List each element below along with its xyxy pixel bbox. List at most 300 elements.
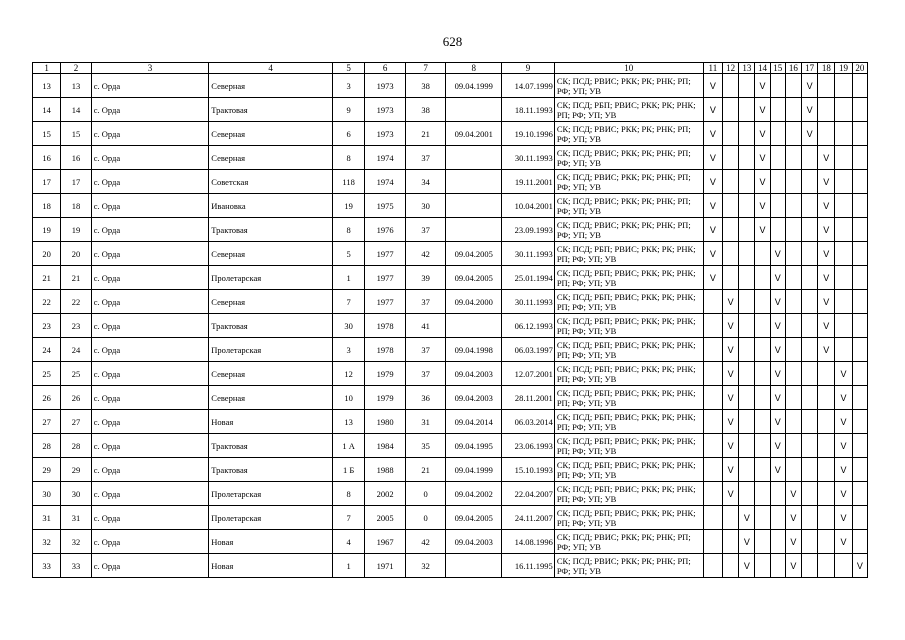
wear-cell: 21 (405, 122, 446, 146)
wear-cell: 31 (405, 410, 446, 434)
flag-cell-col-14 (755, 410, 770, 434)
flag-cell-col-19 (835, 146, 852, 170)
flag-cell-col-12: V (723, 434, 739, 458)
codes-cell: СК; ПСД; РБП; РВИС; РКК; РК; РНК; РП; РФ; УП; УВ (554, 242, 703, 266)
wear-cell: 38 (405, 74, 446, 98)
date-b-cell: 10.04.2001 (502, 194, 555, 218)
date-a-cell (446, 146, 502, 170)
street-cell: Северная (209, 386, 333, 410)
column-header-16: 16 (785, 63, 801, 74)
flag-cell-col-16 (785, 74, 801, 98)
flag-cell-col-15: V (770, 410, 785, 434)
flag-cell-col-17 (802, 170, 818, 194)
flag-cell-col-19 (835, 170, 852, 194)
flag-cell-col-16: V (785, 530, 801, 554)
year-cell: 1974 (365, 146, 406, 170)
flag-cell-col-20 (852, 74, 867, 98)
flag-cell-col-19 (835, 122, 852, 146)
wear-cell: 37 (405, 362, 446, 386)
flag-cell-col-19 (835, 554, 852, 578)
flag-cell-col-20 (852, 218, 867, 242)
object-number-cell: 20 (61, 242, 91, 266)
flag-cell-col-16 (785, 434, 801, 458)
flag-cell-col-17 (802, 410, 818, 434)
table-body (33, 74, 868, 578)
flag-cell-col-15: V (770, 314, 785, 338)
flag-cell-col-15: V (770, 386, 785, 410)
flag-cell-col-15 (770, 218, 785, 242)
date-b-cell: 24.11.2007 (502, 506, 555, 530)
year-cell: 1967 (365, 530, 406, 554)
flag-cell-col-14: V (755, 122, 770, 146)
house-number-cell: 19 (332, 194, 364, 218)
row-number-cell: 13 (33, 74, 61, 98)
codes-cell: СК; ПСД; РВИС; РКК; РК; РНК; РП; РФ; УП; УВ (554, 146, 703, 170)
table-row (33, 218, 868, 242)
flag-cell-col-12 (723, 242, 739, 266)
row-number-cell: 19 (33, 218, 61, 242)
date-a-cell (446, 314, 502, 338)
flag-cell-col-16 (785, 218, 801, 242)
row-number-cell: 31 (33, 506, 61, 530)
flag-cell-col-17 (802, 218, 818, 242)
flag-cell-col-20 (852, 98, 867, 122)
flag-cell-col-15 (770, 530, 785, 554)
object-number-cell: 16 (61, 146, 91, 170)
wear-cell: 37 (405, 290, 446, 314)
house-number-cell: 3 (332, 338, 364, 362)
flag-cell-col-16: V (785, 506, 801, 530)
street-cell: Северная (209, 362, 333, 386)
flag-cell-col-15: V (770, 362, 785, 386)
flag-cell-col-17 (802, 194, 818, 218)
settlement-cell: с. Орда (91, 218, 209, 242)
street-cell: Северная (209, 122, 333, 146)
object-number-cell: 30 (61, 482, 91, 506)
flag-cell-col-18 (818, 362, 835, 386)
flag-cell-col-14: V (755, 74, 770, 98)
flag-cell-col-13 (739, 266, 755, 290)
flag-cell-col-11: V (703, 242, 722, 266)
row-number-cell: 17 (33, 170, 61, 194)
flag-cell-col-19: V (835, 434, 852, 458)
flag-cell-col-16 (785, 338, 801, 362)
flag-cell-col-16 (785, 314, 801, 338)
flag-cell-col-12 (723, 266, 739, 290)
house-number-cell: 118 (332, 170, 364, 194)
column-header-14: 14 (755, 63, 770, 74)
house-number-cell: 10 (332, 386, 364, 410)
flag-cell-col-12 (723, 146, 739, 170)
house-number-cell: 8 (332, 146, 364, 170)
settlement-cell: с. Орда (91, 146, 209, 170)
flag-cell-col-19 (835, 98, 852, 122)
column-header-12: 12 (723, 63, 739, 74)
flag-cell-col-18 (818, 530, 835, 554)
flag-cell-col-11: V (703, 194, 722, 218)
flag-cell-col-19: V (835, 410, 852, 434)
date-a-cell: 09.04.2005 (446, 266, 502, 290)
header-row (33, 63, 868, 74)
settlement-cell: с. Орда (91, 170, 209, 194)
flag-cell-col-17: V (802, 74, 818, 98)
column-header-1: 1 (33, 63, 61, 74)
flag-cell-col-20 (852, 362, 867, 386)
date-a-cell (446, 218, 502, 242)
flag-cell-col-13 (739, 170, 755, 194)
object-number-cell: 28 (61, 434, 91, 458)
flag-cell-col-16 (785, 98, 801, 122)
table-row (33, 410, 868, 434)
table-row (33, 122, 868, 146)
column-header-20: 20 (852, 63, 867, 74)
table-row (33, 266, 868, 290)
house-number-cell: 1 (332, 266, 364, 290)
flag-cell-col-17 (802, 434, 818, 458)
street-cell: Новая (209, 554, 333, 578)
flag-cell-col-19 (835, 314, 852, 338)
flag-cell-col-17 (802, 314, 818, 338)
date-b-cell: 06.03.2014 (502, 410, 555, 434)
flag-cell-col-17 (802, 506, 818, 530)
street-cell: Трактовая (209, 458, 333, 482)
flag-cell-col-14: V (755, 170, 770, 194)
flag-cell-col-20: V (852, 554, 867, 578)
column-header-9: 9 (502, 63, 555, 74)
row-number-cell: 18 (33, 194, 61, 218)
flag-cell-col-18 (818, 386, 835, 410)
flag-cell-col-15: V (770, 266, 785, 290)
wear-cell: 35 (405, 434, 446, 458)
flag-cell-col-16 (785, 170, 801, 194)
year-cell: 1971 (365, 554, 406, 578)
codes-cell: СК; ПСД; РВИС; РКК; РК; РНК; РП; РФ; УП; УВ (554, 122, 703, 146)
flag-cell-col-14 (755, 458, 770, 482)
year-cell: 1973 (365, 98, 406, 122)
flag-cell-col-11: V (703, 218, 722, 242)
flag-cell-col-20 (852, 530, 867, 554)
flag-cell-col-15 (770, 194, 785, 218)
table-row (33, 146, 868, 170)
object-number-cell: 18 (61, 194, 91, 218)
flag-cell-col-14 (755, 506, 770, 530)
date-b-cell: 19.11.2001 (502, 170, 555, 194)
flag-cell-col-11 (703, 410, 722, 434)
codes-cell: СК; ПСД; РБП; РВИС; РКК; РК; РНК; РП; РФ; УП; УВ (554, 98, 703, 122)
flag-cell-col-17 (802, 338, 818, 362)
date-a-cell (446, 98, 502, 122)
settlement-cell: с. Орда (91, 338, 209, 362)
flag-cell-col-13 (739, 410, 755, 434)
codes-cell: СК; ПСД; РБП; РВИС; РКК; РК; РНК; РП; РФ; УП; УВ (554, 482, 703, 506)
row-number-cell: 23 (33, 314, 61, 338)
wear-cell: 38 (405, 98, 446, 122)
flag-cell-col-18: V (818, 314, 835, 338)
date-b-cell: 19.10.1996 (502, 122, 555, 146)
year-cell: 1984 (365, 434, 406, 458)
house-number-cell: 9 (332, 98, 364, 122)
flag-cell-col-14 (755, 554, 770, 578)
flag-cell-col-20 (852, 146, 867, 170)
object-number-cell: 29 (61, 458, 91, 482)
flag-cell-col-18 (818, 554, 835, 578)
settlement-cell: с. Орда (91, 506, 209, 530)
year-cell: 1975 (365, 194, 406, 218)
flag-cell-col-14 (755, 290, 770, 314)
object-number-cell: 23 (61, 314, 91, 338)
object-number-cell: 33 (61, 554, 91, 578)
flag-cell-col-20 (852, 410, 867, 434)
flag-cell-col-20 (852, 242, 867, 266)
flag-cell-col-19 (835, 338, 852, 362)
flag-cell-col-12: V (723, 314, 739, 338)
flag-cell-col-12 (723, 74, 739, 98)
year-cell: 1977 (365, 290, 406, 314)
codes-cell: СК; ПСД; РБП; РВИС; РКК; РК; РНК; РП; РФ; УП; УВ (554, 434, 703, 458)
flag-cell-col-11 (703, 458, 722, 482)
object-number-cell: 27 (61, 410, 91, 434)
flag-cell-col-14 (755, 266, 770, 290)
street-cell: Пролетарская (209, 338, 333, 362)
house-number-cell: 7 (332, 290, 364, 314)
flag-cell-col-17 (802, 386, 818, 410)
flag-cell-col-14: V (755, 146, 770, 170)
date-b-cell: 06.12.1993 (502, 314, 555, 338)
flag-cell-col-14 (755, 362, 770, 386)
column-header-4: 4 (209, 63, 333, 74)
column-header-6: 6 (365, 63, 406, 74)
registry-table (32, 62, 868, 578)
table-row (33, 530, 868, 554)
date-a-cell: 09.04.2000 (446, 290, 502, 314)
flag-cell-col-18: V (818, 146, 835, 170)
year-cell: 1973 (365, 122, 406, 146)
date-b-cell: 15.10.1993 (502, 458, 555, 482)
street-cell: Новая (209, 410, 333, 434)
flag-cell-col-12 (723, 194, 739, 218)
wear-cell: 0 (405, 482, 446, 506)
flag-cell-col-14: V (755, 218, 770, 242)
flag-cell-col-13 (739, 338, 755, 362)
flag-cell-col-13 (739, 458, 755, 482)
flag-cell-col-17 (802, 458, 818, 482)
date-a-cell: 09.04.1995 (446, 434, 502, 458)
street-cell: Трактовая (209, 314, 333, 338)
flag-cell-col-16 (785, 146, 801, 170)
flag-cell-col-13 (739, 194, 755, 218)
flag-cell-col-16: V (785, 482, 801, 506)
settlement-cell: с. Орда (91, 314, 209, 338)
table-row (33, 482, 868, 506)
row-number-cell: 30 (33, 482, 61, 506)
street-cell: Пролетарская (209, 482, 333, 506)
house-number-cell: 1 Б (332, 458, 364, 482)
flag-cell-col-19: V (835, 530, 852, 554)
flag-cell-col-12 (723, 506, 739, 530)
table-row (33, 170, 868, 194)
codes-cell: СК; ПСД; РВИС; РКК; РК; РНК; РП; РФ; УП; УВ (554, 74, 703, 98)
date-a-cell: 09.04.1999 (446, 74, 502, 98)
flag-cell-col-16 (785, 194, 801, 218)
flag-cell-col-19: V (835, 506, 852, 530)
flag-cell-col-12 (723, 122, 739, 146)
flag-cell-col-15 (770, 506, 785, 530)
flag-cell-col-19: V (835, 362, 852, 386)
flag-cell-col-18 (818, 410, 835, 434)
flag-cell-col-11: V (703, 122, 722, 146)
street-cell: Трактовая (209, 218, 333, 242)
date-b-cell: 12.07.2001 (502, 362, 555, 386)
flag-cell-col-20 (852, 266, 867, 290)
flag-cell-col-19: V (835, 386, 852, 410)
object-number-cell: 13 (61, 74, 91, 98)
street-cell: Северная (209, 74, 333, 98)
wear-cell: 41 (405, 314, 446, 338)
flag-cell-col-17 (802, 266, 818, 290)
flag-cell-col-18 (818, 506, 835, 530)
settlement-cell: с. Орда (91, 122, 209, 146)
codes-cell: СК; ПСД; РВИС; РКК; РК; РНК; РП; РФ; УП; УВ (554, 170, 703, 194)
house-number-cell: 12 (332, 362, 364, 386)
date-b-cell: 18.11.1993 (502, 98, 555, 122)
codes-cell: СК; ПСД; РБП; РВИС; РКК; РК; РНК; РП; РФ; УП; УВ (554, 458, 703, 482)
flag-cell-col-15 (770, 146, 785, 170)
table-row (33, 434, 868, 458)
flag-cell-col-12 (723, 98, 739, 122)
street-cell: Пролетарская (209, 266, 333, 290)
street-cell: Северная (209, 242, 333, 266)
flag-cell-col-16 (785, 362, 801, 386)
wear-cell: 21 (405, 458, 446, 482)
flag-cell-col-18 (818, 482, 835, 506)
object-number-cell: 15 (61, 122, 91, 146)
settlement-cell: с. Орда (91, 362, 209, 386)
column-header-10: 10 (554, 63, 703, 74)
date-b-cell: 30.11.1993 (502, 290, 555, 314)
flag-cell-col-11: V (703, 170, 722, 194)
table-row (33, 194, 868, 218)
flag-cell-col-15: V (770, 338, 785, 362)
date-b-cell: 28.11.2001 (502, 386, 555, 410)
house-number-cell: 8 (332, 482, 364, 506)
flag-cell-col-15 (770, 98, 785, 122)
flag-cell-col-17: V (802, 122, 818, 146)
date-a-cell: 09.04.2003 (446, 386, 502, 410)
flag-cell-col-14 (755, 338, 770, 362)
flag-cell-col-15: V (770, 242, 785, 266)
table-header (33, 63, 868, 74)
table-row (33, 98, 868, 122)
flag-cell-col-11 (703, 506, 722, 530)
settlement-cell: с. Орда (91, 290, 209, 314)
flag-cell-col-11: V (703, 98, 722, 122)
year-cell: 1980 (365, 410, 406, 434)
table-row (33, 242, 868, 266)
date-b-cell: 14.08.1996 (502, 530, 555, 554)
flag-cell-col-19: V (835, 458, 852, 482)
flag-cell-col-12 (723, 218, 739, 242)
flag-cell-col-20 (852, 386, 867, 410)
codes-cell: СК; ПСД; РБП; РВИС; РКК; РК; РНК; РП; РФ; УП; УВ (554, 362, 703, 386)
date-a-cell: 09.04.2005 (446, 242, 502, 266)
settlement-cell: с. Орда (91, 242, 209, 266)
codes-cell: СК; ПСД; РВИС; РКК; РК; РНК; РП; РФ; УП; УВ (554, 530, 703, 554)
settlement-cell: с. Орда (91, 266, 209, 290)
settlement-cell: с. Орда (91, 194, 209, 218)
flag-cell-col-14 (755, 482, 770, 506)
street-cell: Советская (209, 170, 333, 194)
wear-cell: 42 (405, 242, 446, 266)
table-row (33, 386, 868, 410)
date-b-cell: 06.03.1997 (502, 338, 555, 362)
street-cell: Пролетарская (209, 506, 333, 530)
flag-cell-col-15 (770, 170, 785, 194)
settlement-cell: с. Орда (91, 410, 209, 434)
flag-cell-col-13 (739, 386, 755, 410)
flag-cell-col-12 (723, 554, 739, 578)
flag-cell-col-11 (703, 338, 722, 362)
codes-cell: СК; ПСД; РБП; РВИС; РКК; РК; РНК; РП; РФ; УП; УВ (554, 386, 703, 410)
flag-cell-col-15 (770, 482, 785, 506)
flag-cell-col-17 (802, 362, 818, 386)
settlement-cell: с. Орда (91, 98, 209, 122)
flag-cell-col-16 (785, 410, 801, 434)
row-number-cell: 27 (33, 410, 61, 434)
flag-cell-col-17: V (802, 98, 818, 122)
date-b-cell: 22.04.2007 (502, 482, 555, 506)
flag-cell-col-15 (770, 122, 785, 146)
flag-cell-col-12: V (723, 410, 739, 434)
table-row (33, 362, 868, 386)
flag-cell-col-20 (852, 482, 867, 506)
codes-cell: СК; ПСД; РБП; РВИС; РКК; РК; РНК; РП; РФ; УП; УВ (554, 290, 703, 314)
flag-cell-col-16 (785, 122, 801, 146)
flag-cell-col-19: V (835, 482, 852, 506)
flag-cell-col-20 (852, 506, 867, 530)
flag-cell-col-17 (802, 482, 818, 506)
codes-cell: СК; ПСД; РБП; РВИС; РКК; РК; РНК; РП; РФ; УП; УВ (554, 506, 703, 530)
flag-cell-col-20 (852, 290, 867, 314)
row-number-cell: 24 (33, 338, 61, 362)
column-header-3: 3 (91, 63, 209, 74)
flag-cell-col-13 (739, 74, 755, 98)
flag-cell-col-19 (835, 266, 852, 290)
table-row (33, 458, 868, 482)
wear-cell: 0 (405, 506, 446, 530)
settlement-cell: с. Орда (91, 458, 209, 482)
flag-cell-col-15: V (770, 434, 785, 458)
column-header-19: 19 (835, 63, 852, 74)
flag-cell-col-11 (703, 530, 722, 554)
flag-cell-col-18: V (818, 218, 835, 242)
date-a-cell (446, 170, 502, 194)
flag-cell-col-12: V (723, 482, 739, 506)
flag-cell-col-13 (739, 290, 755, 314)
flag-cell-col-15: V (770, 458, 785, 482)
flag-cell-col-13 (739, 218, 755, 242)
flag-cell-col-16 (785, 242, 801, 266)
flag-cell-col-18: V (818, 194, 835, 218)
row-number-cell: 22 (33, 290, 61, 314)
table-row (33, 74, 868, 98)
flag-cell-col-13 (739, 98, 755, 122)
flag-cell-col-20 (852, 434, 867, 458)
column-header-7: 7 (405, 63, 446, 74)
column-header-8: 8 (446, 63, 502, 74)
flag-cell-col-18 (818, 74, 835, 98)
flag-cell-col-13 (739, 146, 755, 170)
flag-cell-col-18: V (818, 266, 835, 290)
